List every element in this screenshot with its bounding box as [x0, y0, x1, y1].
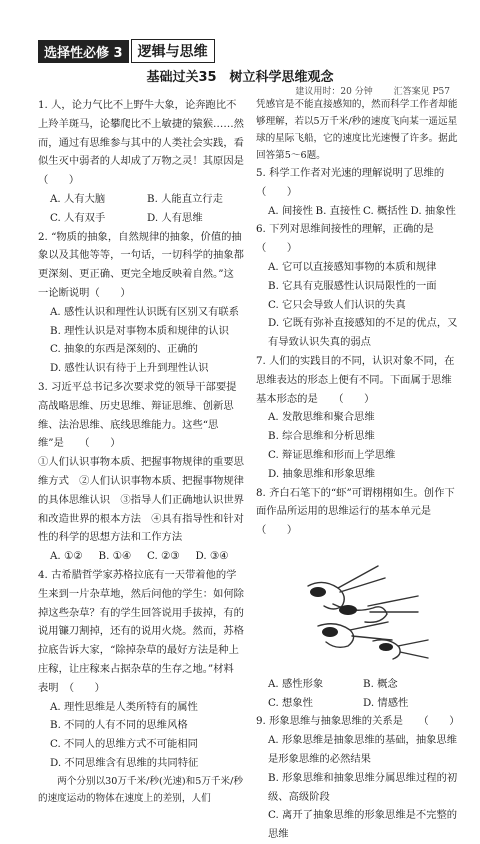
section-title: 基础过关35 树立科学思维观念	[146, 70, 334, 85]
option-c[interactable]: C. 辩证思维和形而上学思维	[268, 448, 396, 461]
question-5	[256, 164, 458, 220]
question-8	[256, 484, 458, 713]
right-column	[256, 96, 458, 844]
answer-ref: 汇答案见 P57	[393, 87, 450, 97]
question-items: ①人们认识事物本质、把握事物规律的重要思维方式 ②人们认识事物本质、把握事物规律的具体思维认识 ③指导人们正确地认识世界和改造世界的根本方法 ④具有指导性和针对性的科学的思想方法和工作方法	[38, 456, 244, 544]
question-stem: 6. 下列对思维间接性的理解，正确的是 （ ）	[256, 223, 455, 255]
question-4	[38, 566, 244, 773]
question-stem: 9. 形象思维与抽象思维的关系是 （ ）	[256, 715, 460, 728]
option-a[interactable]: A. 人有大脑	[50, 192, 106, 205]
option-d[interactable]: D. 它既有弥补直接感知的不足的优点，又有导致认识失真的弱点	[268, 317, 458, 349]
left-column	[38, 96, 255, 807]
question-1	[38, 96, 255, 228]
option-b[interactable]: B. 它具有克服感性认识局限性的一面	[268, 279, 437, 292]
option-b[interactable]: B. 不同的人有不同的思维风格	[50, 719, 188, 732]
question-2	[38, 228, 244, 378]
option-d[interactable]: D. 情感性	[363, 696, 409, 709]
option-c[interactable]: C. 它只会导致人们认识的失真	[268, 298, 406, 311]
passage-intro: 两个分别以30万千米/秒(光速)和5万千米/秒的速度运动的物体在速度上的差别，人们	[38, 775, 243, 804]
question-stem: 4. 古希腊哲学家苏格拉底有一天带着他的学生来到一片杂草地，然后问他的学生：如何除掉这些杂草？有的学生回答说用手拔掉，有的说用镰刀割掉，还有的说用火烧。然而，苏格拉底告诉大家，“除掉杂草的最好方法是种上庄稼，让庄稼来占据杂草的生存之地。”材料表明 （ ）	[38, 568, 244, 694]
option-a[interactable]: A. 发散思维和聚合思维	[268, 411, 375, 424]
option-a[interactable]: A. 它可以直接感知事物的本质和规律	[268, 260, 437, 273]
option-c[interactable]: C. 离开了抽象思维的形象思维是不完整的思维	[268, 809, 458, 841]
chapter-tag: 选择性必修 3	[38, 40, 129, 63]
question-stem: 2. “物质的抽象，自然规律的抽象，价值的抽象以及其他等等，一句话，一切科学的抽象都更深刻、更正确、更完全地反映着自然。”这一论断说明（ ）	[38, 230, 244, 299]
option-d[interactable]: D. 感性认识有待于上升到理性认识	[50, 362, 209, 375]
question-6	[256, 220, 458, 352]
option-a[interactable]: A. 理性思维是人类所特有的属性	[50, 700, 198, 713]
chapter-header	[38, 40, 215, 62]
option-b[interactable]: B. 综合思维和分析思维	[268, 430, 375, 443]
shrimp-painting-illustration	[278, 546, 448, 666]
question-stem: 1. 人，论力气比不上野牛大象，论奔跑比不上羚羊斑马，论攀爬比不上敏捷的猿猴……然而，通过有思维参与其中的人类社会实践，看似生灭中弱者的人却成了万物之灵！其原因是 （ ）	[38, 99, 255, 187]
question-stem: 8. 齐白石笔下的“虾”可谓栩栩如生。创作下面作品所运用的思维运行的基本单元是 （ ）	[256, 486, 455, 537]
option-a[interactable]: A. 感性形象	[268, 677, 324, 690]
option-d[interactable]: D. 人有思维	[147, 211, 203, 224]
question-7	[256, 352, 458, 484]
option-c[interactable]: C. 概括性	[363, 204, 408, 217]
question-9	[256, 712, 458, 844]
option-a[interactable]: A. 形象思维是抽象思维的基础，抽象思维是形象思维的必然结果	[268, 734, 458, 765]
passage-continued: 凭感官是不能直接感知的，然而科学工作者却能够理解，若以5万千米/秒的速度飞向某一遥远星球的星际飞船，它的速度比光速慢了许多。据此回答第5～6题。	[256, 99, 458, 161]
question-3	[38, 378, 244, 566]
option-c[interactable]: C. 抽象的东西是深刻的、正确的	[50, 343, 198, 356]
option-c[interactable]: C. 人有双手	[50, 211, 106, 224]
option-d[interactable]: D. 抽象性	[410, 204, 456, 217]
question-stem: 7. 人们的实践目的不同，认识对象不同，在思维表达的形态上便有不同。下面属于思维基本形态的是 （ ）	[256, 354, 455, 405]
suggested-time: 建议用时：20 分钟	[295, 87, 373, 97]
option-b[interactable]: B. 人能直立行走	[147, 192, 223, 205]
option-d[interactable]: D. 不同思维含有思维的共同特征	[50, 756, 199, 769]
option-c[interactable]: C. 想象性	[268, 696, 313, 709]
option-b[interactable]: B. ①④	[98, 550, 132, 563]
question-stem: 3. 习近平总书记多次要求党的领导干部要提高战略思维、历史思维、辩证思维、创新思维、法治思维、底线思维能力。这些“思维”是 （ ）	[38, 380, 237, 450]
option-b[interactable]: B. 形象思维和抽象思维分属思维过程的初级、高级阶段	[268, 771, 458, 803]
option-d[interactable]: D. ③④	[195, 550, 229, 563]
option-b[interactable]: B. 概念	[363, 677, 398, 690]
option-a[interactable]: A. ①②	[50, 550, 83, 563]
option-b[interactable]: B. 直接性	[315, 204, 361, 217]
option-a[interactable]: A. 感性认识和理性认识既有区别又有联系	[50, 305, 240, 318]
option-c[interactable]: C. 不同人的思维方式不可能相同	[50, 738, 198, 751]
option-a[interactable]: A. 间接性	[268, 204, 313, 217]
chapter-subject: 逻辑与思维	[131, 39, 215, 63]
option-d[interactable]: D. 抽象思维和形象思维	[268, 467, 376, 480]
question-stem: 5. 科学工作者对光速的理解说明了思维的（ ）	[256, 167, 445, 198]
option-c[interactable]: C. ②③	[147, 550, 180, 563]
option-b[interactable]: B. 理性认识是对事物本质和规律的认识	[50, 324, 229, 337]
